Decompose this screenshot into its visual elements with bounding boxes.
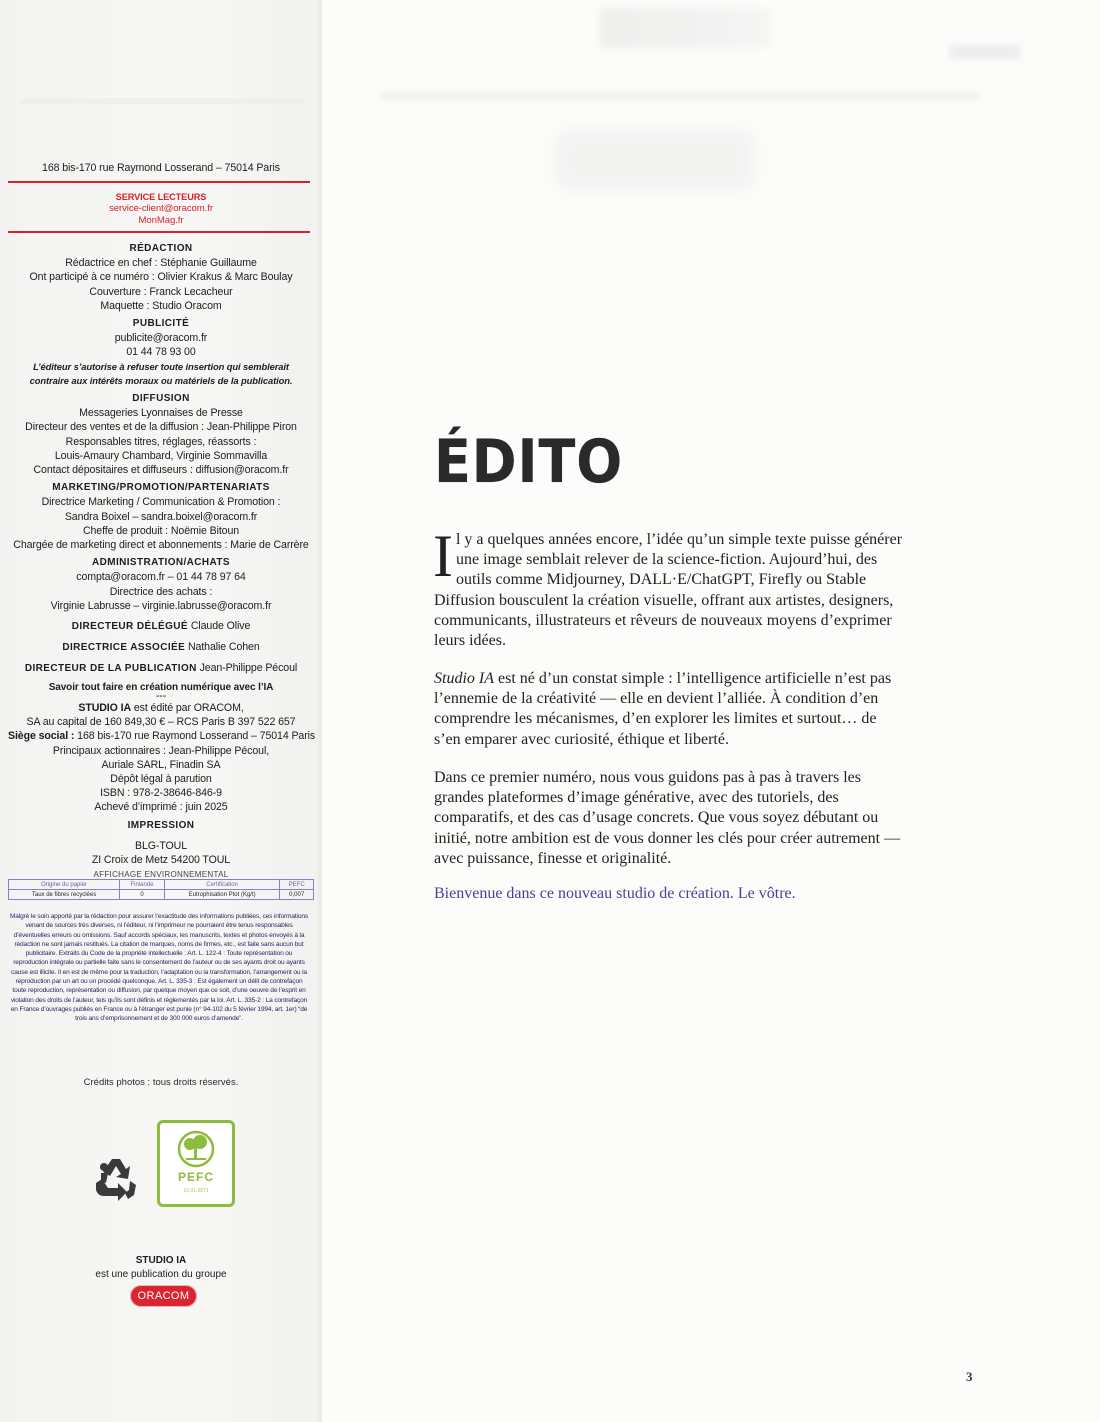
editor-line: Achevé d’imprimé : juin 2025 bbox=[94, 801, 228, 814]
publication-group: est une publication du groupe bbox=[95, 1269, 227, 1280]
publisher-address-block bbox=[8, 161, 314, 175]
editor-name: STUDIO IA bbox=[78, 701, 132, 714]
directeur-publication-name: Jean-Philippe Pécoul bbox=[199, 662, 298, 675]
publication-name: STUDIO IA bbox=[135, 1255, 187, 1266]
diffusion-line: Louis-Amaury Chambard, Virginie Sommavilla bbox=[54, 449, 268, 462]
environment-table bbox=[8, 879, 314, 900]
publicite-heading: PUBLICITÉ bbox=[132, 317, 190, 330]
edito-closing-line: Bienvenue dans ce nouveau studio de création. Le vôtre. bbox=[434, 885, 796, 902]
masthead-credits bbox=[8, 242, 314, 867]
editor-siege-value: 168 bis-170 rue Raymond Losserand – 75014 Paris bbox=[77, 730, 316, 743]
studio-ia-name: Studio IA bbox=[434, 670, 494, 687]
marketing-line: Cheffe de produit : Noëmie Bitoun bbox=[82, 524, 240, 537]
redaction-line: Couverture : Franck Lecacheur bbox=[89, 285, 233, 298]
environment-value-row bbox=[9, 890, 314, 900]
masthead-column bbox=[0, 0, 322, 1422]
faint-bleed-through bbox=[380, 92, 980, 100]
page-fold-shadow bbox=[318, 0, 322, 1422]
impression-heading: IMPRESSION bbox=[127, 819, 195, 831]
diffusion-line: Directeur des ventes et de la diffusion : Jean-Philippe Piron bbox=[25, 421, 297, 434]
legal-notice: Malgré le soin apporté par la rédaction pour assurer l’exactitude des informations publiées, ces informations venant de sources très diverses, ni l’éditeur, ni l’imprimeur ne pourraient être tenus responsables d’éventuelles erreurs ou omissions. Sauf accords spéciaux, les manuscrits, textes et photos envoyés à la rédaction ne sont jamais restitués. La citation de marques, noms de firmes, etc., est faite sans aucun but publicitaire. Extraits du Code de la propriété intellectuelle : Art. L. 122-4 : Toute représentation ou reproduction intégrale ou partielle faite sans le consentement de l’auteur ou de ses ayants droit ou ayants cause est illicite. Il en est de même pour la traduction, l’adaptation ou la transformation, l’arrangement ou la reproduction par un art ou un procédé quelconque. Art. L. 335-3 : Est également un délit de contrefaçon toute reproduction, représentation ou diffusion, par quelque moyen que ce soit, d’une oeuvre de l’esprit en violation des droits de l’auteur, tels qu’ils sont définis et réglementés par la loi. Art. L. 335-2 : La contrefaçon en France d’ouvrages publiés en France ou à l’étranger est punie (n° 94-102 du 5 février 1994, art. 1er) “de trois ans d’emprisonnement et de 300 000 euros d’amende”. bbox=[9, 913, 309, 1023]
separator: --- bbox=[155, 689, 167, 702]
environment-cell: Certification bbox=[164, 880, 279, 890]
publicite-email: publicite@oracom.fr bbox=[114, 332, 208, 345]
redaction-line: Maquette : Studio Oracom bbox=[100, 299, 222, 312]
publicite-notice: contraire aux intérêts moraux ou matériels de la publication. bbox=[29, 374, 293, 386]
environment-cell: Eutrophisation Ptot (Kg/t) bbox=[164, 890, 279, 900]
pefc-code: 10-31-2071 bbox=[183, 1188, 209, 1194]
directeur-publication-label: DIRECTEUR DE LA PUBLICATION bbox=[24, 663, 197, 675]
service-client-email: service-client@oracom.fr bbox=[109, 203, 213, 214]
administration-heading: ADMINISTRATION/ACHATS bbox=[91, 556, 231, 569]
red-divider-top bbox=[8, 181, 310, 183]
publisher-address: 168 bis-170 rue Raymond Losserand – 75014 Paris bbox=[42, 162, 280, 174]
marketing-line: Chargée de marketing direct et abonnements : Marie de Carrère bbox=[13, 539, 309, 552]
marketing-line: Directrice Marketing / Communication & Promotion : bbox=[41, 496, 281, 509]
environment-cell: Finlande bbox=[120, 880, 165, 890]
environment-title: AFFICHAGE ENVIRONNEMENTAL bbox=[93, 870, 229, 879]
drop-cap: I bbox=[433, 523, 453, 589]
impression-line: ZI Croix de Metz 54200 TOUL bbox=[91, 853, 231, 866]
oracom-logo: ORACOM bbox=[130, 1285, 197, 1307]
editor-line bbox=[8, 701, 314, 715]
administration-line: Virginie Labrusse – virginie.labrusse@oracom.fr bbox=[50, 599, 272, 612]
pefc-label: PEFC bbox=[177, 1170, 214, 1184]
redaction-line: Ont participé à ce numéro : Olivier Krakus & Marc Boulay bbox=[29, 271, 293, 284]
directeur-publication bbox=[8, 661, 314, 676]
faint-bleed-through bbox=[555, 130, 755, 190]
impression-line: BLG-TOUL bbox=[135, 839, 187, 852]
edito-paragraph-3: Dans ce premier numéro, nous vous guidons pas à pas à travers les grandes plateformes d’image générative, avec des tutoriels, des comparatifs, et des cas d’usage concrets. Que vous soyez débutant ou initié, notre ambition est de vous donner les clés pour créer autrement — avec puissance, finesse et originalité. bbox=[434, 769, 901, 867]
marketing-heading: MARKETING/PROMOTION/PARTENARIATS bbox=[52, 481, 270, 494]
environment-cell: Taux de fibres recyclées bbox=[9, 890, 120, 900]
publicite-phone: 01 44 78 93 00 bbox=[126, 346, 196, 359]
redaction-line: Rédactrice en chef : Stéphanie Guillaume bbox=[65, 257, 257, 270]
faint-bleed-through bbox=[20, 98, 305, 104]
edito-title: ÉDITO bbox=[434, 427, 624, 497]
directeur-delegue-label: DIRECTEUR DÉLÉGUÉ bbox=[71, 621, 188, 633]
directeur-delegue bbox=[8, 619, 314, 634]
environment-header-row bbox=[9, 880, 314, 890]
environment-cell: PEFC bbox=[280, 880, 314, 890]
administration-line: compta@oracom.fr – 01 44 78 97 64 bbox=[76, 571, 246, 584]
editor-line: Principaux actionnaires : Jean-Philippe Pécoul, bbox=[52, 744, 270, 757]
diffusion-line: Messageries Lyonnaises de Presse bbox=[79, 407, 243, 420]
pefc-tree-icon bbox=[170, 1129, 222, 1169]
editor-siege bbox=[8, 729, 314, 743]
diffusion-heading: DIFFUSION bbox=[132, 392, 190, 405]
editor-capital: SA au capital de 160 849,30 € – RCS Paris B 397 522 657 bbox=[26, 716, 296, 729]
administration-line: Directrice des achats : bbox=[109, 585, 213, 598]
monmag-site: MonMag.fr bbox=[138, 215, 184, 226]
page-number: 3 bbox=[966, 1369, 973, 1384]
recycle-icon bbox=[90, 1155, 140, 1205]
red-divider-bottom bbox=[8, 231, 310, 233]
redaction-heading: RÉDACTION bbox=[129, 242, 193, 255]
faint-bleed-through bbox=[600, 8, 770, 48]
editor-line: ISBN : 978-2-38646-846-9 bbox=[100, 787, 222, 800]
marketing-line: Sandra Boixel – sandra.boixel@oracom.fr bbox=[64, 510, 258, 523]
edito-paragraph-1-text: l y a quelques années encore, l’idée qu’un simple texte puisse générer une image semblait relever de la science-fiction. Aujourd’hui, des outils comme Midjourney, DALL·E/ChatGPT, Firefly ou Stable Diffusion bousculent la création visuelle, offrant aux artistes, designers, communicants, illustrateurs et rêveurs de nouveaux moyens d’exprimer leurs idées. bbox=[434, 531, 903, 650]
faint-bleed-through bbox=[950, 45, 1020, 59]
pefc-logo bbox=[157, 1120, 235, 1207]
environment-cell: 0,007 bbox=[280, 890, 314, 900]
diffusion-line: Responsables titres, réglages, réassorts : bbox=[65, 435, 257, 448]
publicite-notice: L’éditeur s’autorise à refuser toute insertion qui semblerait bbox=[33, 360, 289, 372]
photo-credits: Crédits photos : tous droits réservés. bbox=[83, 1077, 239, 1088]
edito-paragraph-2-text: est né d’un constat simple : l’intelligence artificielle n’est pas l’ennemie de la créativité — elle en devient l’alliée. À condition d’en comprendre les mécanismes, d’en explorer les limites et surtout… de s’en emparer avec curiosité, éthique et liberté. bbox=[434, 670, 892, 748]
edito-paragraph-1 bbox=[433, 523, 904, 651]
directrice-associee-name: Nathalie Cohen bbox=[188, 641, 260, 654]
service-lecteurs-heading: SERVICE LECTEURS bbox=[115, 192, 207, 202]
editor-line: Dépôt légal à parution bbox=[110, 772, 212, 785]
editor-siege-label: Siège social : bbox=[8, 730, 75, 743]
editor-edited-by: est édité par ORACOM, bbox=[133, 701, 244, 714]
directrice-associee-label: DIRECTRICE ASSOCIÉE bbox=[62, 642, 186, 654]
environment-cell: Origine du papier bbox=[9, 880, 120, 890]
editor-line: Auriale SARL, Finadin SA bbox=[101, 758, 221, 771]
environment-cell: 0 bbox=[120, 890, 165, 900]
diffusion-line: Contact dépositaires et diffuseurs : diffusion@oracom.fr bbox=[33, 464, 289, 477]
directrice-associee bbox=[8, 640, 314, 655]
directeur-delegue-name: Claude Olive bbox=[190, 620, 251, 633]
edito-paragraph-2 bbox=[434, 669, 904, 750]
tagline: Savoir tout faire en création numérique avec l’IA bbox=[48, 681, 274, 693]
service-lecteurs-block bbox=[8, 191, 314, 227]
